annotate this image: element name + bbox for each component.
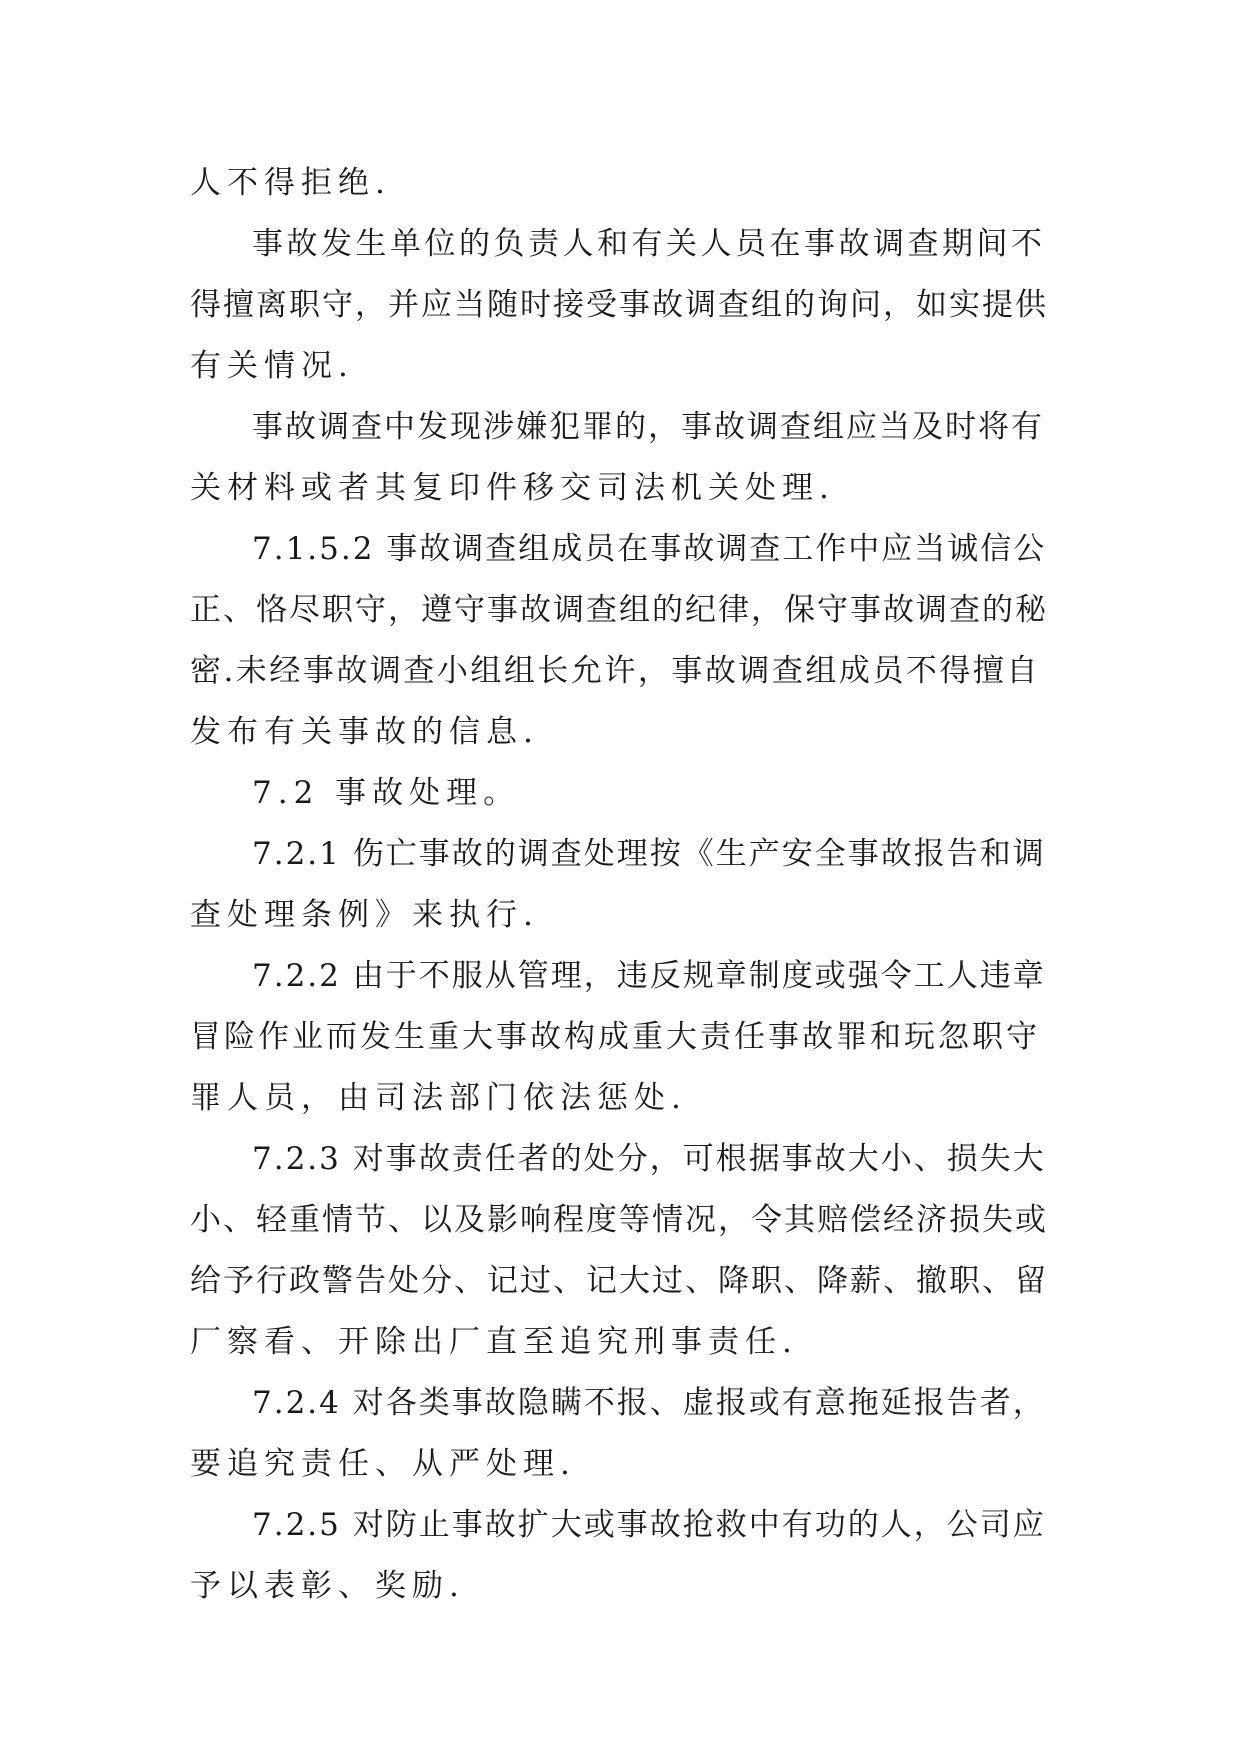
text-line: 得擅离职守，并应当随时接受事故调查组的询问，如实提供 [190,287,1048,323]
text-line: 7.2.3 对事故责任者的处分，可根据事故大小、损失大 [252,1141,1046,1177]
text-line: 关材料或者其复印件移交司法机关处理. [190,470,835,506]
text-line: 7.1.5.2 事故调查组成员在事故调查工作中应当诚信公 [252,531,1047,567]
text-line: 7.2 事故处理。 [252,775,521,811]
text-line: 要追究责任、从严处理. [190,1446,576,1482]
text-line: 冒险作业而发生重大事故构成重大责任事故罪和玩忽职守 [190,1019,1040,1055]
text-line: 有关情况. [190,348,354,384]
text-line: 小、轻重情节、以及影响程度等情况，令其赔偿经济损失或 [190,1202,1048,1238]
text-line: 厂察看、开除出厂直至追究刑事责任. [190,1324,798,1360]
text-line: 事故调查中发现涉嫌犯罪的，事故调查组应当及时将有 [252,409,1044,445]
text-line: 7.2.1 伤亡事故的调查处理按《生产安全事故报告和调 [252,836,1046,872]
text-line: 发布有关事故的信息. [190,714,539,750]
text-line: 罪人员，由司法部门依法惩处. [190,1080,687,1116]
text-line: 予以表彰、奖励. [190,1568,465,1604]
text-line: 给予行政警告处分、记过、记大过、降职、降薪、撤职、留 [190,1263,1048,1299]
text-line: 7.2.2 由于不服从管理，违反规章制度或强令工人违章 [252,958,1046,994]
text-line: 7.2.5 对防止事故扩大或事故抢救中有功的人，公司应 [252,1507,1046,1543]
text-line: 人不得拒绝. [190,165,391,201]
text-line: 7.2.4 对各类事故隐瞒不报、虚报或有意拖延报告者， [252,1385,1046,1421]
text-line: 正、恪尽职守，遵守事故调查组的纪律，保守事故调查的秘 [190,592,1048,628]
text-line: 事故发生单位的负责人和有关人员在事故调查期间不 [252,226,1046,262]
document-body [190,153,1050,1617]
text-line: 密.未经事故调查小组组长允许，事故调查组成员不得擅自 [190,653,1040,689]
text-line: 查处理条例》来执行. [190,897,539,933]
